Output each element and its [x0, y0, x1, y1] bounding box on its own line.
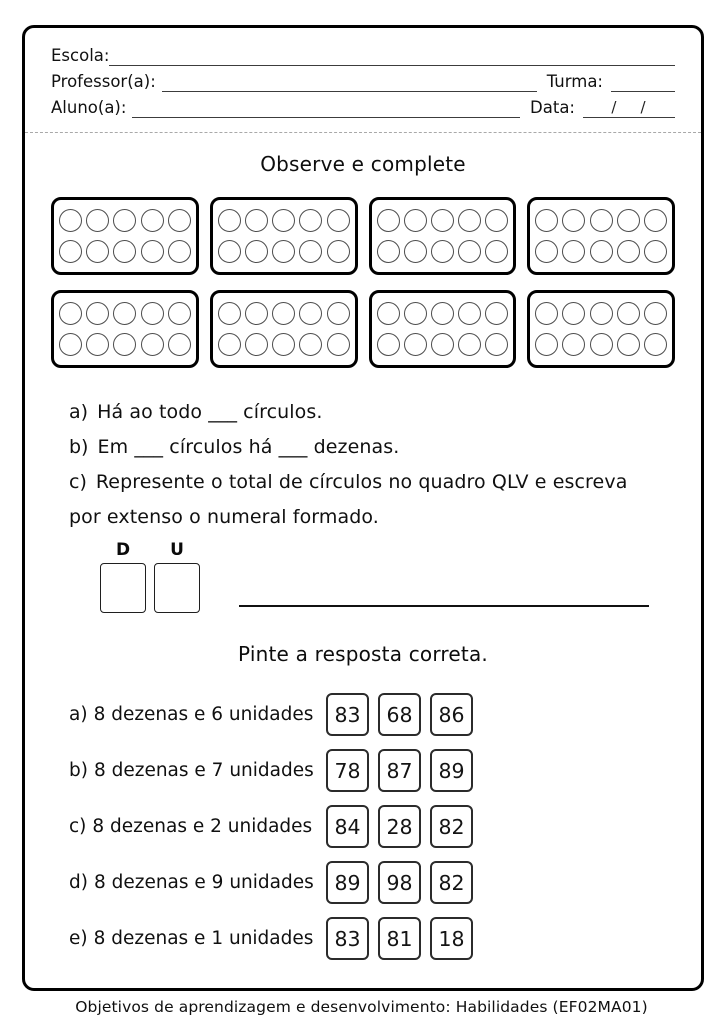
choice-letter: d) [69, 872, 88, 893]
circle [218, 209, 241, 232]
circle [327, 333, 350, 356]
option-box[interactable]: 84 [326, 805, 369, 848]
choice-row [69, 749, 675, 792]
circle [377, 209, 400, 232]
option-box[interactable]: 89 [430, 749, 473, 792]
circle [485, 302, 508, 325]
choice-letter: c) [69, 816, 87, 837]
option-box[interactable]: 18 [430, 917, 473, 960]
choice-text: 8 dezenas e 2 unidades [92, 816, 313, 837]
circle [404, 209, 427, 232]
choice-letter: e) [69, 928, 88, 949]
circle [272, 333, 295, 356]
professor-row [51, 69, 675, 95]
aluno-field-line[interactable] [132, 98, 520, 118]
choice-label [69, 872, 326, 893]
ten-frame-grid [51, 197, 675, 368]
circle [431, 240, 454, 263]
circle [245, 333, 268, 356]
circle [562, 333, 585, 356]
ten-frame-box [527, 290, 675, 368]
circle [590, 240, 613, 263]
circle [218, 240, 241, 263]
choice-text: 8 dezenas e 1 unidades [93, 928, 314, 949]
escola-row [51, 43, 675, 69]
ten-frame-box [369, 290, 517, 368]
option-box[interactable]: 83 [326, 917, 369, 960]
aluno-row [51, 95, 675, 121]
option-box[interactable]: 98 [378, 861, 421, 904]
option-box[interactable]: 68 [378, 693, 421, 736]
ten-frame-box [527, 197, 675, 275]
circle-row [377, 302, 509, 325]
circle [113, 209, 136, 232]
qlv-units-column [154, 540, 200, 613]
circle [272, 302, 295, 325]
questions-list [69, 395, 665, 535]
question-letter: a) [69, 401, 89, 423]
option-box[interactable]: 82 [430, 861, 473, 904]
circle [168, 333, 191, 356]
question-item [69, 430, 665, 465]
circle [141, 333, 164, 356]
circle [431, 333, 454, 356]
choice-label [69, 816, 326, 837]
circle-row [377, 209, 509, 232]
data-field-line[interactable]: / / [583, 98, 675, 118]
choice-letter: a) [69, 704, 88, 725]
circle-row [59, 333, 191, 356]
circle [377, 333, 400, 356]
circle [327, 302, 350, 325]
choice-text: 8 dezenas e 7 unidades [93, 760, 314, 781]
circle [272, 209, 295, 232]
option-box[interactable]: 81 [378, 917, 421, 960]
question-item [69, 395, 665, 430]
professor-field-line[interactable] [162, 72, 537, 92]
section1-title: Observe e complete [260, 152, 466, 176]
circle-row [218, 302, 350, 325]
professor-label: Professor(a): [51, 72, 156, 91]
footer-text: Objetivos de aprendizagem e desenvolvimento: Habilidades (EF02MA01) [75, 998, 648, 1016]
circle [168, 302, 191, 325]
circle [245, 240, 268, 263]
circle-row [218, 240, 350, 263]
option-box[interactable]: 86 [430, 693, 473, 736]
qlv-d-label: D [115, 540, 131, 560]
ten-frame-box [210, 197, 358, 275]
choice-options [326, 805, 473, 848]
data-label: Data: [530, 98, 575, 117]
circle [113, 302, 136, 325]
circle [245, 209, 268, 232]
circle [617, 209, 640, 232]
circle [113, 240, 136, 263]
circle [535, 333, 558, 356]
circle [562, 302, 585, 325]
choice-label [69, 928, 326, 949]
circle [535, 302, 558, 325]
circle [590, 302, 613, 325]
escola-label: Escola: [51, 46, 110, 65]
circle [377, 302, 400, 325]
circle [218, 333, 241, 356]
circle [141, 240, 164, 263]
choice-text: 8 dezenas e 9 unidades [93, 872, 314, 893]
header-separator [25, 132, 701, 133]
circle [299, 209, 322, 232]
aluno-label: Aluno(a): [51, 98, 127, 117]
question-text: Em ___ círculos há ___ dezenas. [97, 436, 400, 458]
option-box[interactable]: 78 [326, 749, 369, 792]
circle [431, 302, 454, 325]
circle [404, 240, 427, 263]
circle [59, 333, 82, 356]
ten-frame-box [51, 197, 199, 275]
ten-frame-box [51, 290, 199, 368]
circle [299, 302, 322, 325]
choice-label [69, 704, 326, 725]
circle [113, 333, 136, 356]
choice-options [326, 861, 473, 904]
circle-row [218, 209, 350, 232]
circle [458, 333, 481, 356]
circle-row [535, 302, 667, 325]
multiple-choice-list [69, 693, 675, 960]
option-box[interactable]: 82 [430, 805, 473, 848]
circle [590, 209, 613, 232]
ten-frame-box [369, 197, 517, 275]
circle [272, 240, 295, 263]
qlv-u-cell[interactable] [154, 563, 200, 613]
circle [377, 240, 400, 263]
circle-row [59, 240, 191, 263]
circle [644, 209, 667, 232]
turma-field-line[interactable] [611, 72, 675, 92]
circle-row [535, 240, 667, 263]
question-text: Há ao todo ___ círculos. [97, 401, 323, 423]
question-letter: b) [69, 436, 89, 458]
circle [168, 209, 191, 232]
circle [485, 333, 508, 356]
circle [86, 209, 109, 232]
circle-row [377, 240, 509, 263]
circle [485, 209, 508, 232]
circle [59, 240, 82, 263]
circle [299, 240, 322, 263]
circle [617, 333, 640, 356]
choice-options [326, 749, 473, 792]
circle [458, 302, 481, 325]
circle [617, 302, 640, 325]
circle [404, 302, 427, 325]
circle [485, 240, 508, 263]
circle [458, 209, 481, 232]
qlv-d-cell[interactable] [100, 563, 146, 613]
circle [458, 240, 481, 263]
option-box[interactable]: 89 [326, 861, 369, 904]
circle [617, 240, 640, 263]
option-box[interactable]: 28 [378, 805, 421, 848]
header-fields [51, 43, 675, 121]
circle-row [218, 333, 350, 356]
option-box[interactable]: 83 [326, 693, 369, 736]
circle-row [59, 209, 191, 232]
turma-label: Turma: [546, 72, 603, 91]
circle [327, 209, 350, 232]
section2-title: Pinte a resposta correta. [238, 642, 488, 666]
circle [327, 240, 350, 263]
circle [644, 302, 667, 325]
circle [141, 302, 164, 325]
choice-row [69, 917, 675, 960]
circle [590, 333, 613, 356]
circle [245, 302, 268, 325]
escola-field-line[interactable] [109, 46, 675, 66]
circle [562, 240, 585, 263]
circle [535, 240, 558, 263]
circle [562, 209, 585, 232]
choice-row [69, 805, 675, 848]
circle [535, 209, 558, 232]
numeral-write-line[interactable] [239, 605, 649, 607]
circle [59, 209, 82, 232]
qlv-frame [100, 540, 675, 613]
circle-row [535, 333, 667, 356]
circle [86, 240, 109, 263]
choice-label [69, 760, 326, 781]
question-item [69, 465, 665, 535]
qlv-u-label: U [170, 540, 184, 560]
circle [59, 302, 82, 325]
circle [644, 240, 667, 263]
circle [141, 209, 164, 232]
choice-row [69, 861, 675, 904]
circle-row [377, 333, 509, 356]
choice-row [69, 693, 675, 736]
question-letter: c) [69, 471, 87, 493]
circle [86, 333, 109, 356]
circle [218, 302, 241, 325]
circle [168, 240, 191, 263]
circle [404, 333, 427, 356]
circle-row [535, 209, 667, 232]
circle [431, 209, 454, 232]
ten-frame-box [210, 290, 358, 368]
worksheet-sheet [22, 25, 704, 991]
option-box[interactable]: 87 [378, 749, 421, 792]
circle-row [59, 302, 191, 325]
circle [86, 302, 109, 325]
choice-letter: b) [69, 760, 88, 781]
question-text: Represente o total de círculos no quadro QLV e escreva por extenso o numeral formado. [69, 471, 628, 528]
choice-options [326, 693, 473, 736]
choice-options [326, 917, 473, 960]
choice-text: 8 dezenas e 6 unidades [93, 704, 314, 725]
circle [644, 333, 667, 356]
qlv-tens-column [100, 540, 146, 613]
circle [299, 333, 322, 356]
